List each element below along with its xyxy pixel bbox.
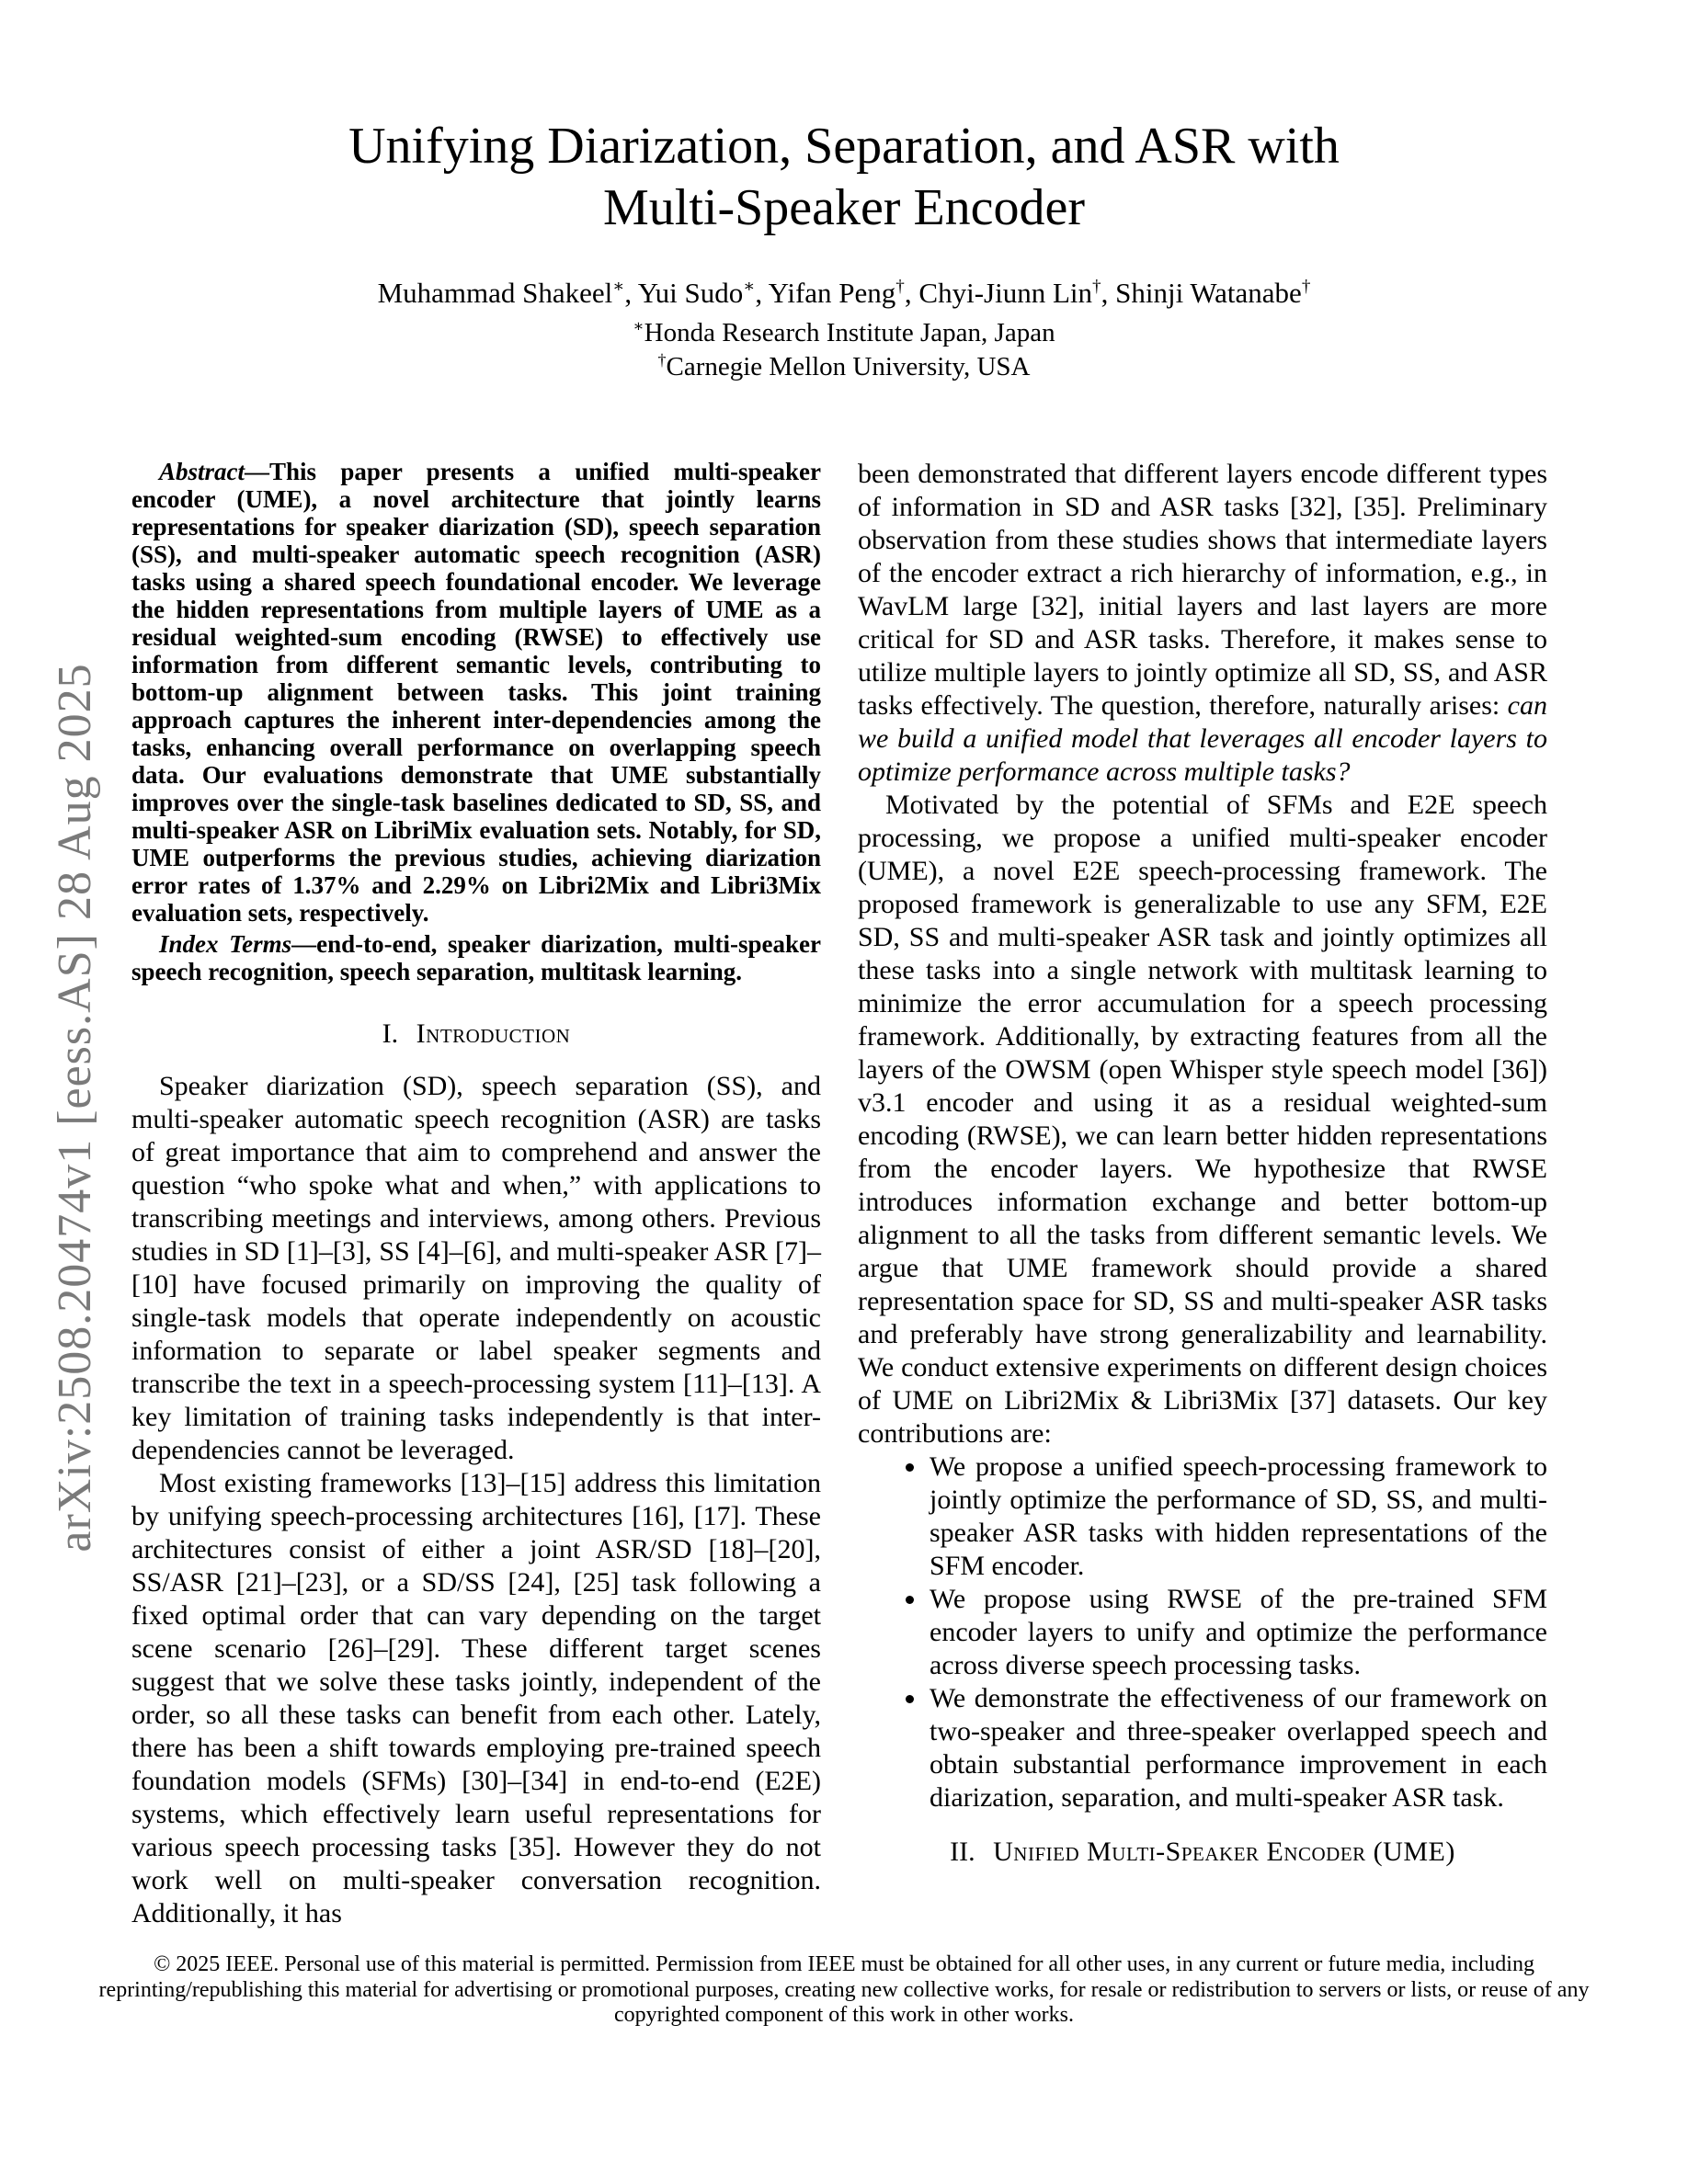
index-terms-label: Index Terms — [159, 930, 292, 958]
paper-title-line2: Multi-Speaker Encoder — [602, 179, 1086, 236]
intro-paragraph-4: Motivated by the potential of SFMs and E2E speech processing, we propose a unified multi-speaker encoder (UME), a novel E2E speech-processing framework. The proposed framework is generalizable to use any SFM, E2E SD, SS and multi-speaker ASR task and jointly optimizes all these tasks into a single network with multitask learning to minimize the error accumulation for a speech processing framework. Additionally, by extracting features from all the layers of the OWSM (open Whisper style speech model [36]) v3.1 encoder and using it as a residual weighted-sum encoding (RWSE), we can learn better hidden representations from the encoder layers. We hypothesize that RWSE introduces information exchange and better bottom-up alignment to all the tasks from different semantic levels. We argue that UME framework should provide a shared representation space for SD, SS and multi-speaker ASR tasks and preferably have strong generalizability and learnability. We conduct extensive experiments on different design choices of UME on Libri2Mix & Libri3Mix [37] datasets. Our key contributions are: — [858, 790, 1547, 1449]
author-affil-marker: † — [1092, 277, 1101, 297]
author-affil-marker: ∗ — [743, 277, 756, 297]
index-terms-text: end-to-end, speaker diarization, multi-speaker speech recognition, speech separation, multitask learning. — [131, 930, 821, 985]
abstract-text: This paper presents a unified multi-speaker encoder (UME), a novel architecture that jointly learns representations for speaker diarization (SD), speech separation (SS), and multi-speaker automatic speech recognition (ASR) tasks using a shared speech foundational encoder. We leverage the hidden representations from multiple layers of UME as a residual weighted-sum encoding (RWSE) to effectively use information from different semantic levels, contributing to bottom-up alignment between tasks. This joint training approach captures the inherent inter-dependencies among the tasks, enhancing overall performance on overlapping speech data. Our evaluations demonstrate that UME substantially improves over the single-task baselines dedicated to SD, SS, and multi-speaker ASR on LibriMix evaluation sets. Notably, for SD, UME outperforms the previous studies, achieving diarization error rates of 1.37% and 2.29% on Libri2Mix and Libri3Mix evaluation sets, respectively. — [131, 458, 821, 927]
author-affil-marker: † — [895, 277, 905, 297]
author-affil-marker: † — [1301, 277, 1311, 297]
index-terms-paragraph: Index Terms—end-to-end, speaker diarization, multi-speaker speech recognition, speech separation, multitask learning. — [131, 930, 821, 985]
author-name: Yifan Peng†, — [768, 277, 919, 309]
intro-paragraph-3: been demonstrated that different layers encode different types of information in SD and ASR tasks [32], [35]. Preliminary observation from these studies shows that intermediate layers of the encoder extract a rich hierarchy of information, e.g., in WavLM large [32], initial layers and last layers are more critical for SD and ASR tasks. Therefore, it makes sense to utilize multiple layers to jointly optimize all SD, SS, and ASR tasks effectively. The question, therefore, naturally arises: can we build a unified model that leverages all encoder layers to optimize performance across multiple tasks? — [858, 459, 1547, 787]
abstract-label: Abstract — [159, 458, 245, 485]
affiliation-block — [0, 316, 1688, 384]
arxiv-watermark: arXiv:2508.20474v1 [eess.AS] 28 Aug 2025 — [49, 663, 101, 1553]
paper-title-line1: Unifying Diarization, Separation, and ASR with — [348, 118, 1340, 175]
research-question-italic: can we build a unified model that leverages all encoder layers to optimize performance across multiple tasks? — [858, 690, 1547, 787]
intro-paragraph-2: Most existing frameworks [13]–[15] address this limitation by unifying speech-processing architectures [16], [17]. These architectures consist of either a joint ASR/SD [18]–[20], SS/ASR [21]–[23], or a SD/SS [24], [25] task following a fixed optimal order that can vary depending on the target scene scenario [26]–[29]. These different target scenes suggest that we solve these tasks jointly, independent of the order, so all these tasks can benefit from each other. Lately, there has been a shift towards employing pre-trained speech foundation models (SFMs) [30]–[34] in end-to-end (E2E) systems, which effectively learn useful representations for various speech processing tasks [35]. However they do not work well on multi-speaker conversation recognition. Additionally, it has — [131, 1468, 821, 1928]
affiliation-cmu: †Carnegie Mellon University, USA — [657, 350, 1031, 381]
contribution-item-2: • We propose using RWSE of the pre-trained SFM encoder layers to unify and optimize the performance across diverse speech processing tasks. — [928, 1583, 1547, 1682]
author-name: Yui Sudo∗, — [637, 277, 769, 309]
section-heading-ume: II. Unified Multi-Speaker Encoder (UME) — [950, 1837, 1455, 1867]
author-name: Muhammad Shakeel∗, — [377, 277, 638, 309]
author-name: Shinji Watanabe† — [1115, 277, 1311, 309]
copyright-notice: © 2025 IEEE. Personal use of this material is permitted. Permission from IEEE must be obtained for all other uses, in any current or future media, including reprinting/republishing this material for advertising or promotional purposes, creating new collective works, for resale or redistribution to servers or lists, or reuse of any copyrighted component of this work in other works. — [98, 1952, 1590, 2027]
author-list — [0, 276, 1688, 311]
intro-paragraph-1: Speaker diarization (SD), speech separation (SS), and multi-speaker automatic speech recognition (ASR) are tasks of great importance that aim to comprehend and answer the question “who spoke what and when,” with applications to transcribing meetings and interviews, among others. Previous studies in SD [1]–[3], SS [4]–[6], and multi-speaker ASR [7]–[10] have focused primarily on improving the quality of single-task models that operate independently on acoustic information to separate or label speaker segments and transcribe the text in a speech-processing system [11]–[13]. A key limitation of training tasks independently is that inter-dependencies cannot be leveraged. — [131, 1071, 821, 1465]
contributions-list — [858, 1450, 1547, 1814]
author-name: Chyi-Jiunn Lin†, — [918, 277, 1116, 309]
title-block — [0, 0, 1688, 384]
contribution-item-3: • We demonstrate the effectiveness of our framework on two-speaker and three-speaker overlapped speech and obtain substantial performance improvement in each diarization, separation, and multi-speaker ASR task. — [928, 1682, 1547, 1814]
left-column — [131, 458, 821, 1930]
section-heading-introduction: I. Introduction — [382, 1018, 571, 1049]
right-column — [858, 458, 1547, 1930]
two-column-body — [131, 458, 1557, 1930]
contribution-item-1: • We propose a unified speech-processing framework to jointly optimize the performance of SD, SS, and multi-speaker ASR tasks with hidden representations of the SFM encoder. — [928, 1450, 1547, 1583]
author-affil-marker: ∗ — [612, 277, 625, 297]
affiliation-honda: ∗Honda Research Institute Japan, Japan — [633, 316, 1055, 347]
paper-title — [0, 116, 1688, 239]
abstract-paragraph: Abstract—This paper presents a unified multi-speaker encoder (UME), a novel architecture that jointly learns representations for speaker diarization (SD), speech separation (SS), and multi-speaker automatic speech recognition (ASR) tasks using a shared speech foundational encoder. We leverage the hidden representations from multiple layers of UME as a residual weighted-sum encoding (RWSE) to effectively use information from different semantic levels, contributing to bottom-up alignment between tasks. This joint training approach captures the inherent inter-dependencies among the tasks, enhancing overall performance on overlapping speech data. Our evaluations demonstrate that UME substantially improves over the single-task baselines dedicated to SD, SS, and multi-speaker ASR on LibriMix evaluation sets. Notably, for SD, UME outperforms the previous studies, achieving diarization error rates of 1.37% and 2.29% on Libri2Mix and Libri3Mix evaluation sets, respectively. — [131, 458, 821, 927]
